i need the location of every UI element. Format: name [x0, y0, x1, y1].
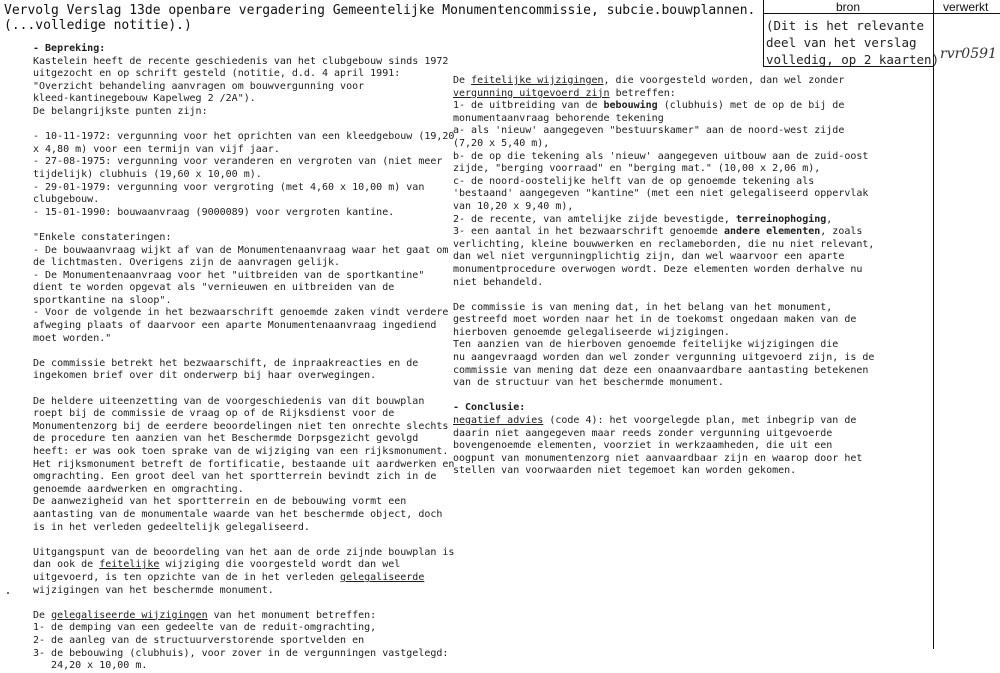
- text-run: Kastelein heeft de recente geschiedenis van het clubgebouw sinds 1972: [33, 55, 449, 67]
- paragraph-gap: [33, 383, 454, 396]
- text-line: [33, 68, 454, 81]
- text-run: stellen van voorwaarden niet tegemoet kan worden gekomen.: [453, 465, 797, 477]
- paragraph-gap: [33, 345, 454, 358]
- underlined-text: feitelijke wijzigingen: [471, 75, 604, 86]
- text-run: - 10-11-1972: vergunning voor het oprichten van een kleedgebouw (19,20: [33, 131, 455, 143]
- text-run: heeft: er was ook toen sprake van de wijziging van een rijksmonument.: [33, 446, 449, 457]
- text-line: [453, 125, 874, 138]
- text-run: nu aangevraagd worden dan wel zonder vergunning uitgevoerd zijn, is de: [453, 352, 875, 364]
- underlined-text: feitelijke: [99, 559, 160, 571]
- text-line: [33, 610, 454, 623]
- text-line: [33, 484, 454, 497]
- text-run: van de structuur van het beschermde monument.: [453, 377, 724, 389]
- text-run: bovengenoemde elementen, voorziet in werkzaamheden, die uit een: [453, 440, 833, 452]
- text-run: dient te worden opgevat als "vernieuwen en uitbreiden van de: [33, 282, 395, 294]
- text-line: [33, 622, 454, 635]
- text-run: Het rijksmonument betreft de fortificatie, bestaande uit aardwerken en: [33, 458, 455, 470]
- text-run: 2- de aanleg van de structuurverstorende sportvelden en: [33, 634, 365, 646]
- text-line: [33, 522, 454, 535]
- text-line: [453, 176, 874, 189]
- bold-text: andere elementen: [723, 226, 821, 238]
- text-line: [33, 446, 454, 459]
- text-run: clubgebouw.: [33, 194, 100, 206]
- text-line: [33, 408, 454, 421]
- text-run: - 29-01-1979: vergunning voor vergroting (met 4,60 x 10,00 m) van: [33, 181, 425, 193]
- text-line: [453, 314, 874, 327]
- text-run: , zoals: [820, 226, 863, 238]
- paragraph-gap: [33, 534, 454, 547]
- text-run: sportkantine na sloop".: [33, 294, 172, 306]
- text-line: [33, 396, 454, 409]
- text-run: Monumentenzorg bij de eerdere beoordelingen niet ten onrechte slechts: [33, 420, 449, 432]
- text-run: moet worden.": [33, 332, 112, 344]
- text-run: , die voorgesteld worden, dan wel zonder: [603, 75, 845, 86]
- text-line: [453, 226, 874, 239]
- text-run: De commissie is van mening dat, in het belang van het monument,: [453, 301, 833, 313]
- text-line: [33, 433, 454, 446]
- text-line: [453, 402, 874, 415]
- text-line: [453, 428, 874, 441]
- text-run: 2- de recente, van amtelijke zijde bevestigde,: [453, 213, 736, 225]
- text-run: 3- een aantal in het bezwaarschrift genoemde: [453, 226, 724, 238]
- text-run: (clubhuis) met de op de bij de: [657, 100, 845, 112]
- text-line: [33, 585, 454, 598]
- text-run: oogpunt van monumentenzorg niet aanvaardbaar zijn en waarop door het: [453, 452, 863, 464]
- text-run: omgrachting. Een groot deel van het sportterrein bevindt zich in de: [33, 471, 437, 483]
- text-run: uitgezocht en op schrift gesteld (notitie, d.d. 4 april 1991:: [33, 68, 401, 80]
- text-line: [33, 282, 454, 295]
- text-run: van het monument betreffen:: [207, 609, 377, 621]
- text-line: [33, 56, 454, 69]
- text-line: [33, 144, 454, 157]
- text-run: Ten aanzien van de hierboven genoemde feitelijke wijzigingen die: [453, 339, 839, 351]
- text-line: [453, 239, 874, 252]
- text-run: - De bouwaanvraag wijkt af van de Monumentenaanvraag waar het gaat om: [33, 244, 449, 256]
- text-run: niet behandeld.: [453, 276, 544, 288]
- text-line: [33, 169, 454, 182]
- text-line: [33, 295, 454, 308]
- underlined-text: gelegaliseerde: [340, 571, 425, 583]
- text-run: daarin niet aangegeven maar reeds zonder vergunning uitgevoerde: [453, 427, 833, 439]
- text-run: 24,20 x 10,00 m.: [33, 660, 148, 672]
- bold-text: - Bepreking:: [33, 43, 106, 54]
- text-run: monumentaanvraag behorende tekening: [453, 112, 664, 124]
- text-run: de procedure ten aanzien van het Beschermde Dorpsgezicht gevolgd: [33, 433, 419, 445]
- underlined-text: vergunning uitgevoerd zijn: [453, 87, 610, 99]
- underlined-text: gelegaliseerde wijzigingen: [51, 609, 208, 621]
- text-run: "Enkele constateringen:: [33, 231, 172, 243]
- text-line: [453, 365, 874, 378]
- text-run: afweging plaats of daarvoor een aparte Monumentenaanvraag ingediend: [33, 320, 437, 332]
- verwerkt-header: verwerkt: [943, 0, 989, 14]
- text-run: commissie van mening dat deze een onaanvaardbare aantasting betekenen: [453, 364, 869, 376]
- column-divider-left: [763, 0, 764, 14]
- text-line: [33, 131, 454, 144]
- underlined-text: negatief advies: [453, 415, 544, 427]
- text-line: [453, 113, 874, 126]
- text-line: [33, 182, 454, 195]
- text-run: c- de noord-oostelijke helft van de op genoemde tekening als: [453, 175, 815, 187]
- text-run: van 10,20 x 9,40 m),: [453, 200, 574, 212]
- text-run: De commissie betrekt het bezwaarschift, de inpraakreacties en de: [33, 357, 419, 369]
- text-line: [453, 465, 874, 478]
- text-run: roept bij de commissie de vraag op of de Rijksdienst voor de: [33, 408, 395, 420]
- text-line: [33, 270, 454, 283]
- text-run: aantasting van de monumentale waarde van het beschermde object, doch: [33, 508, 443, 520]
- text-line: [453, 163, 874, 176]
- text-run: dan ook de: [33, 559, 100, 571]
- text-run: - Voor de volgende in het bezwaarschrift genoemde zaken vindt verdere: [33, 307, 449, 319]
- text-run: zijde, "berging voorraad" en "berging mat." (10,00 x 2,06 m),: [453, 163, 821, 175]
- text-run: 'bestaand' aangegeven "kantine" (met een niet gelegaliseerd oppervlak: [453, 188, 869, 200]
- text-line: [33, 245, 454, 258]
- text-line: [33, 660, 454, 673]
- right-text-column: [453, 75, 874, 478]
- text-line: [453, 264, 874, 277]
- text-run: De: [453, 75, 472, 86]
- text-run: De heldere uiteenzetting van de voorgeschiedenis van dit bouwplan: [33, 395, 425, 407]
- text-line: [453, 352, 874, 365]
- paragraph-gap: [33, 219, 454, 232]
- text-run: verlichting, kleine bouwwerken en reclameborden, die nu niet relevant,: [453, 238, 875, 250]
- text-run: ,: [826, 213, 833, 225]
- text-run: x 4,80 m) voor een termijn van vijf jaar.: [33, 143, 280, 155]
- text-line: [453, 75, 874, 88]
- text-run: - De Monumentenaanvraag voor het "uitbreiden van de sportkantine": [33, 269, 425, 281]
- bold-text: bebouwing: [603, 100, 658, 112]
- text-line: [33, 559, 454, 572]
- text-line: [33, 496, 454, 509]
- text-line: [453, 277, 874, 290]
- text-line: [453, 138, 874, 151]
- paragraph-gap: [33, 597, 454, 610]
- text-line: [33, 106, 454, 119]
- text-run: betreffen:: [609, 87, 676, 99]
- text-line: [453, 214, 874, 227]
- bron-note: (Dit is het relevante deel van het verslag volledig, op 2 kaarten): [766, 18, 940, 67]
- scan-speck: [7, 592, 9, 594]
- bold-text: terreinophoging: [735, 213, 827, 225]
- text-line: [453, 440, 874, 453]
- text-line: [33, 93, 454, 106]
- text-run: De aanwezigheid van het sportterrein en de bebouwing vormt een: [33, 496, 407, 508]
- text-run: De belangrijkste punten zijn:: [33, 105, 208, 117]
- text-line: [33, 257, 454, 270]
- text-run: is in het verleden gedeeltelijk gelegaliseerd.: [33, 521, 310, 533]
- text-run: dan wel niet vergunningplichtig zijn, dan wel waarvoor een aparte: [453, 251, 845, 263]
- column-divider-right: [933, 0, 934, 649]
- text-line: [453, 251, 874, 264]
- text-line: [33, 572, 454, 585]
- text-run: monumentprocedure overwogen wordt. Deze elementen worden derhalve nu: [453, 263, 863, 275]
- text-line: [33, 471, 454, 484]
- text-line: [33, 370, 454, 383]
- text-run: wijzigingen van het beschermde monument.: [33, 584, 274, 596]
- text-run: (7,20 x 5,40 m),: [453, 137, 550, 149]
- text-run: gestreefd moet worden naar het in de toekomst ongedaan maken van de: [453, 314, 857, 326]
- text-line: [33, 333, 454, 346]
- text-line: [453, 88, 874, 101]
- handwritten-code: rvr0591: [940, 46, 997, 62]
- text-run: wijziging die voorgesteld wordt dan wel: [159, 559, 401, 571]
- text-line: [33, 635, 454, 648]
- text-run: Uitgangspunt van de beoordeling van het aan de orde zijnde bouwplan is: [33, 546, 455, 558]
- text-line: [33, 207, 454, 220]
- text-run: hierboven genoemde gelegaliseerde wijzigingen.: [453, 326, 730, 338]
- text-line: [33, 194, 454, 207]
- text-run: b- de op die tekening als 'nieuw' aangegeven uitbouw aan de zuid-oost: [453, 150, 869, 162]
- paragraph-gap: [453, 390, 874, 403]
- text-line: [33, 320, 454, 333]
- text-line: [453, 302, 874, 315]
- paragraph-gap: [453, 289, 874, 302]
- text-run: 1- de uitbreiding van de: [453, 100, 604, 112]
- text-run: - 15-01-1990: bouwaanvraag (9000089) voor vergroten kantine.: [33, 206, 395, 218]
- text-line: [33, 156, 454, 169]
- text-line: [453, 151, 874, 164]
- document-subtitle: (...volledige notitie).): [4, 18, 192, 33]
- text-line: [33, 509, 454, 522]
- bron-header: bron: [836, 0, 861, 14]
- text-run: de lichtmasten. Overigens zijn de aanvragen gelijk.: [33, 257, 341, 269]
- text-run: "Overzicht behandeling aanvragen om bouwvergunning voor: [33, 80, 365, 92]
- text-line: [453, 327, 874, 340]
- text-line: [453, 201, 874, 214]
- text-line: [33, 43, 454, 56]
- text-run: - 27-08-1975: vergunning voor veranderen en vergroten van (niet meer: [33, 156, 443, 168]
- text-run: 3- de bebouwing (clubhuis), voor zover in de vergunningen vastgelegd:: [33, 647, 449, 659]
- text-line: [453, 100, 874, 113]
- text-line: [33, 81, 454, 94]
- document-title: Vervolg Verslag 13de openbare vergadering Gemeentelijke Monumentencommissie, subcie.bouwplannen.: [4, 3, 756, 18]
- text-run: 1- de demping van een gedeelte van de reduit-omgrachting,: [33, 622, 377, 634]
- left-text-column: [33, 43, 454, 673]
- text-run: (code 4): het voorgelegde plan, met inbegrip van de: [543, 415, 857, 427]
- text-line: [33, 307, 454, 320]
- text-line: [453, 188, 874, 201]
- text-line: [33, 547, 454, 560]
- text-line: [33, 459, 454, 472]
- text-line: [453, 415, 874, 428]
- text-run: a- als 'nieuw' aangegeven "bestuurskamer" aan de noord-west zijde: [453, 125, 845, 137]
- text-line: [33, 648, 454, 661]
- paragraph-gap: [33, 119, 454, 132]
- text-run: kleed-kantinegebouw Kapelweg 2 /2A").: [33, 93, 256, 105]
- text-run: genoemde aardwerken en omgrachting.: [33, 483, 244, 495]
- text-run: tijdelijk) clubhuis (19,60 x 10,00 m).: [33, 168, 262, 180]
- text-line: [33, 232, 454, 245]
- text-run: ingekomen brief over dit onderwerp bij haar overwegingen.: [33, 370, 377, 382]
- text-line: [453, 339, 874, 352]
- text-line: [453, 377, 874, 390]
- text-line: [33, 358, 454, 371]
- text-run: uitgevoerd, is ten opzichte van de in het verleden: [33, 571, 341, 583]
- text-line: [33, 421, 454, 434]
- text-line: [453, 453, 874, 466]
- bold-text: - Conclusie:: [453, 402, 526, 414]
- text-run: De: [33, 609, 52, 621]
